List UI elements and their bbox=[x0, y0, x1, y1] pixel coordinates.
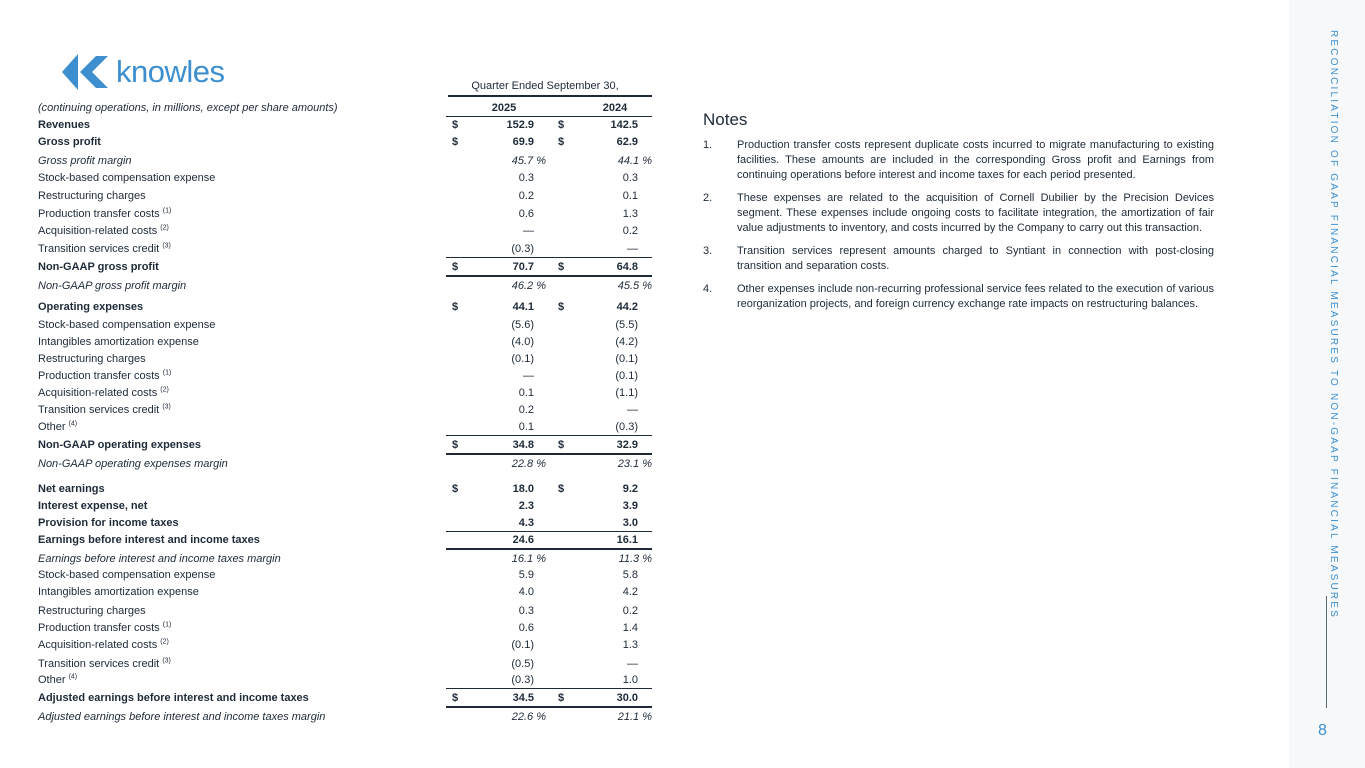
dollar-sign: $ bbox=[558, 119, 565, 131]
table-row bbox=[38, 170, 658, 186]
row-label: Non-GAAP operating expenses bbox=[38, 439, 201, 451]
footnote-ref: (3) bbox=[162, 657, 171, 665]
note-number: 3. bbox=[703, 245, 713, 257]
table-row bbox=[38, 437, 658, 453]
dollar-sign: $ bbox=[558, 261, 565, 273]
row-label: Restructuring charges bbox=[38, 190, 146, 202]
value-2024: 1.3 bbox=[622, 639, 638, 651]
value-2025: 152.9 bbox=[506, 119, 534, 131]
value-2025: 46.2 % bbox=[511, 280, 546, 292]
table-row bbox=[38, 656, 658, 672]
note-text: Transition services represent amounts charged to Syntiant in connection with post-closing transition and separation costs. bbox=[737, 245, 1214, 272]
table-rule bbox=[446, 688, 652, 689]
table-row bbox=[38, 498, 658, 514]
table-row bbox=[38, 532, 658, 548]
value-2024: 3.9 bbox=[622, 500, 638, 512]
table-row bbox=[38, 515, 658, 531]
dollar-sign: $ bbox=[452, 136, 459, 148]
footnote-ref: (3) bbox=[162, 403, 171, 411]
value-2025: 0.3 bbox=[518, 172, 534, 184]
dollar-sign: $ bbox=[558, 136, 565, 148]
value-2025: (0.3) bbox=[511, 243, 534, 255]
table-row bbox=[38, 584, 658, 600]
value-2024: (0.1) bbox=[615, 370, 638, 382]
value-2024: 45.5 % bbox=[617, 280, 652, 292]
table-rule bbox=[446, 706, 652, 708]
note-number: 4. bbox=[703, 283, 713, 295]
value-2024: 0.1 bbox=[622, 190, 638, 202]
vertical-section-title: RECONCILIATION OF GAAP FINANCIAL MEASURES TO NON-GAAP FINANCIAL MEASURES bbox=[1328, 30, 1339, 620]
table-row bbox=[38, 385, 658, 401]
value-2024: — bbox=[627, 658, 638, 670]
value-2024: (4.2) bbox=[615, 336, 638, 348]
value-2025: 24.6 bbox=[512, 534, 534, 546]
value-2025: 0.1 bbox=[518, 387, 534, 399]
table-row bbox=[38, 299, 658, 315]
dollar-sign: $ bbox=[558, 439, 565, 451]
row-label: Intangibles amortization expense bbox=[38, 586, 199, 598]
footnote-ref: (1) bbox=[162, 621, 172, 629]
value-2024: — bbox=[627, 404, 638, 416]
value-2024: 1.0 bbox=[622, 674, 638, 686]
table-row bbox=[38, 153, 658, 169]
footnote-ref: (2) bbox=[160, 638, 169, 646]
footnote-ref: (1) bbox=[162, 207, 172, 215]
page-number: 8 bbox=[1318, 722, 1327, 739]
dollar-sign: $ bbox=[558, 483, 565, 495]
row-label: Other $^{(4)}$ bbox=[38, 420, 78, 433]
value-2025: 69.9 bbox=[512, 136, 534, 148]
row-label: Stock-based compensation expense bbox=[38, 319, 216, 331]
value-2025: 0.6 bbox=[518, 208, 534, 220]
row-label: Restructuring charges bbox=[38, 353, 146, 365]
table-row bbox=[38, 709, 658, 725]
note-text: Other expenses include non-recurring professional service fees related to the execution of various reorganization projects, and foreign currency exchange rate impacts on restructuring balances. bbox=[737, 283, 1214, 310]
year-2025-header: 2025 bbox=[491, 102, 517, 114]
row-label: Production transfer costs $^{(1)}$ bbox=[38, 369, 172, 382]
note-text: Production transfer costs represent duplicate costs incurred to migrate manufacturing to existing facilities. These amounts are included in the corresponding Gross profit and Earnings from continuing operations before interest and income taxes for each period presented. bbox=[737, 139, 1214, 181]
row-label: Gross profit margin bbox=[38, 155, 132, 167]
value-2025: (0.5) bbox=[511, 658, 534, 670]
value-2025: (4.0) bbox=[511, 336, 534, 348]
row-label: Production transfer costs $^{(1)}$ bbox=[38, 621, 172, 634]
table-rule bbox=[446, 453, 652, 455]
value-2024: 11.3 % bbox=[618, 553, 652, 565]
table-caption: (continuing operations, in millions, except per share amounts) bbox=[38, 102, 338, 114]
value-2025: 0.6 bbox=[518, 622, 534, 634]
value-2025: 0.3 bbox=[518, 605, 534, 617]
row-label: Acquisition-related costs $^{(2)}$ bbox=[38, 386, 169, 399]
note-item bbox=[703, 282, 1214, 312]
value-2024: (0.1) bbox=[615, 353, 638, 365]
value-2025: 44.1 bbox=[512, 301, 534, 313]
value-2024: 1.3 bbox=[622, 208, 638, 220]
value-2025: 0.1 bbox=[518, 421, 534, 433]
table-row bbox=[38, 402, 658, 418]
row-label: Acquisition-related costs $^{(2)}$ bbox=[38, 224, 169, 237]
row-label: Non-GAAP operating expenses margin bbox=[38, 458, 228, 470]
row-label: Restructuring charges bbox=[38, 605, 146, 617]
value-2024: (5.5) bbox=[615, 319, 638, 331]
table-row bbox=[38, 188, 658, 204]
row-label: Operating expenses bbox=[38, 301, 144, 313]
value-2024: (1.1) bbox=[615, 387, 638, 399]
dollar-sign: $ bbox=[558, 692, 565, 704]
table-row bbox=[38, 317, 658, 333]
value-2025: 4.0 bbox=[518, 586, 534, 598]
table-row bbox=[38, 259, 658, 275]
knowles-chevron-icon bbox=[62, 52, 110, 92]
table-row bbox=[38, 481, 658, 497]
row-label: Adjusted earnings before interest and income taxes bbox=[38, 692, 309, 704]
footnote-ref: (1) bbox=[162, 369, 172, 377]
row-label: Non-GAAP gross profit bbox=[38, 261, 159, 273]
notes-list bbox=[703, 138, 1214, 312]
period-header-rule bbox=[448, 95, 652, 97]
notes-title: Notes bbox=[703, 110, 748, 129]
row-label: Earnings before interest and income taxes margin bbox=[38, 553, 281, 565]
value-2024: 3.0 bbox=[622, 517, 638, 529]
note-item bbox=[703, 138, 1214, 183]
table-row bbox=[38, 223, 658, 239]
table-row bbox=[38, 351, 658, 367]
dollar-sign: $ bbox=[452, 261, 459, 273]
table-row bbox=[38, 620, 658, 636]
value-2025: — bbox=[523, 225, 534, 237]
dollar-sign: $ bbox=[452, 301, 459, 313]
knowles-logo bbox=[62, 52, 225, 92]
table-row bbox=[38, 637, 658, 653]
value-2024: 9.2 bbox=[622, 483, 638, 495]
table-row bbox=[38, 278, 658, 294]
table-rule bbox=[446, 275, 652, 277]
value-2024: 23.1 % bbox=[617, 458, 652, 470]
value-2024: 64.8 bbox=[616, 261, 638, 273]
table-row bbox=[38, 456, 658, 472]
footnote-ref: (2) bbox=[160, 386, 169, 394]
row-label: Acquisition-related costs $^{(2)}$ bbox=[38, 638, 169, 651]
note-text: These expenses are related to the acquisition of Cornell Dubilier by the Precision Devices segment. These expenses include ongoing costs to facilitate integration, the amortization of fair value adjustments to inventory, and costs incurred by the Company to carry out this transaction. bbox=[737, 192, 1214, 234]
table-row bbox=[38, 551, 658, 567]
note-number: 2. bbox=[703, 192, 713, 204]
value-2025: (0.1) bbox=[511, 353, 534, 365]
table-row bbox=[38, 117, 658, 133]
value-2025: 34.5 bbox=[512, 692, 534, 704]
row-label: Adjusted earnings before interest and income taxes margin bbox=[38, 711, 326, 723]
dollar-sign: $ bbox=[452, 439, 459, 451]
row-label: Stock-based compensation expense bbox=[38, 172, 216, 184]
sidebar-divider bbox=[1326, 596, 1327, 708]
note-item bbox=[703, 191, 1214, 236]
footnote-ref: (4) bbox=[68, 673, 78, 681]
value-2024: 0.3 bbox=[622, 172, 638, 184]
value-2024: 32.9 bbox=[616, 439, 638, 451]
table-row bbox=[38, 334, 658, 350]
value-2025: 2.3 bbox=[518, 500, 534, 512]
value-2025: 45.7 % bbox=[511, 155, 546, 167]
table-row bbox=[38, 690, 658, 706]
value-2025: 70.7 bbox=[512, 261, 534, 273]
value-2024: — bbox=[627, 243, 638, 255]
row-label: Interest expense, net bbox=[38, 500, 148, 512]
value-2024: 30.0 bbox=[616, 692, 638, 704]
row-label: Production transfer costs $^{(1)}$ bbox=[38, 207, 172, 220]
value-2024: 62.9 bbox=[616, 136, 638, 148]
value-2024: 0.2 bbox=[622, 225, 638, 237]
row-label: Transition services credit $^{(3)}$ bbox=[38, 403, 171, 416]
row-label: Transition services credit $^{(3)}$ bbox=[38, 657, 171, 670]
table-row bbox=[38, 567, 658, 583]
table-row bbox=[38, 419, 658, 435]
table-row bbox=[38, 603, 658, 619]
notes-section bbox=[703, 110, 1214, 320]
value-2025: 16.1 % bbox=[511, 553, 546, 565]
value-2024: 44.1 % bbox=[617, 155, 652, 167]
row-label: Intangibles amortization expense bbox=[38, 336, 199, 348]
row-label: Stock-based compensation expense bbox=[38, 569, 216, 581]
table-row bbox=[38, 206, 658, 222]
value-2025: (5.6) bbox=[511, 319, 534, 331]
value-2025: 18.0 bbox=[512, 483, 534, 495]
row-label: Non-GAAP gross profit margin bbox=[38, 280, 187, 292]
dollar-sign: $ bbox=[558, 301, 565, 313]
value-2024: (0.3) bbox=[615, 421, 638, 433]
value-2025: 22.6 % bbox=[511, 711, 546, 723]
table-header-row bbox=[38, 100, 658, 116]
row-label: Revenues bbox=[38, 119, 90, 131]
dollar-sign: $ bbox=[452, 483, 459, 495]
footnote-ref: (3) bbox=[162, 242, 171, 250]
footnote-ref: (2) bbox=[160, 224, 169, 232]
value-2025: (0.3) bbox=[511, 674, 534, 686]
note-number: 1. bbox=[703, 139, 713, 151]
value-2025: 4.3 bbox=[518, 517, 534, 529]
value-2024: 21.1 % bbox=[617, 711, 652, 723]
value-2024: 4.2 bbox=[622, 586, 638, 598]
value-2025: (0.1) bbox=[511, 639, 534, 651]
value-2024: 16.1 bbox=[616, 534, 638, 546]
value-2025: 0.2 bbox=[518, 190, 534, 202]
value-2024: 5.8 bbox=[622, 569, 638, 581]
logo-wordmark: knowles bbox=[116, 54, 225, 89]
value-2024: 142.5 bbox=[610, 119, 638, 131]
value-2024: 44.2 bbox=[616, 301, 638, 313]
row-label: Net earnings bbox=[38, 483, 105, 495]
table-rule bbox=[446, 257, 652, 258]
table-row bbox=[38, 368, 658, 384]
row-label: Gross profit bbox=[38, 136, 101, 148]
table-rule bbox=[446, 548, 652, 550]
value-2025: 34.8 bbox=[512, 439, 534, 451]
table-rule bbox=[446, 435, 652, 436]
value-2025: 22.8 % bbox=[511, 458, 546, 470]
period-header: Quarter Ended September 30, bbox=[471, 80, 619, 92]
value-2025: 0.2 bbox=[518, 404, 534, 416]
row-label: Provision for income taxes bbox=[38, 517, 179, 529]
row-label: Earnings before interest and income taxes bbox=[38, 534, 260, 546]
table-row bbox=[38, 134, 658, 150]
table-row bbox=[38, 672, 658, 688]
value-2025: 5.9 bbox=[518, 569, 534, 581]
year-2024-header: 2024 bbox=[602, 102, 628, 114]
value-2024: 1.4 bbox=[622, 622, 638, 634]
note-item bbox=[703, 244, 1214, 274]
table-row bbox=[38, 241, 658, 257]
dollar-sign: $ bbox=[452, 119, 459, 131]
value-2024: 0.2 bbox=[622, 605, 638, 617]
footnote-ref: (4) bbox=[68, 420, 78, 428]
row-label: Other $^{(4)}$ bbox=[38, 673, 78, 686]
dollar-sign: $ bbox=[452, 692, 459, 704]
value-2025: — bbox=[523, 370, 534, 382]
row-label: Transition services credit $^{(3)}$ bbox=[38, 242, 171, 255]
